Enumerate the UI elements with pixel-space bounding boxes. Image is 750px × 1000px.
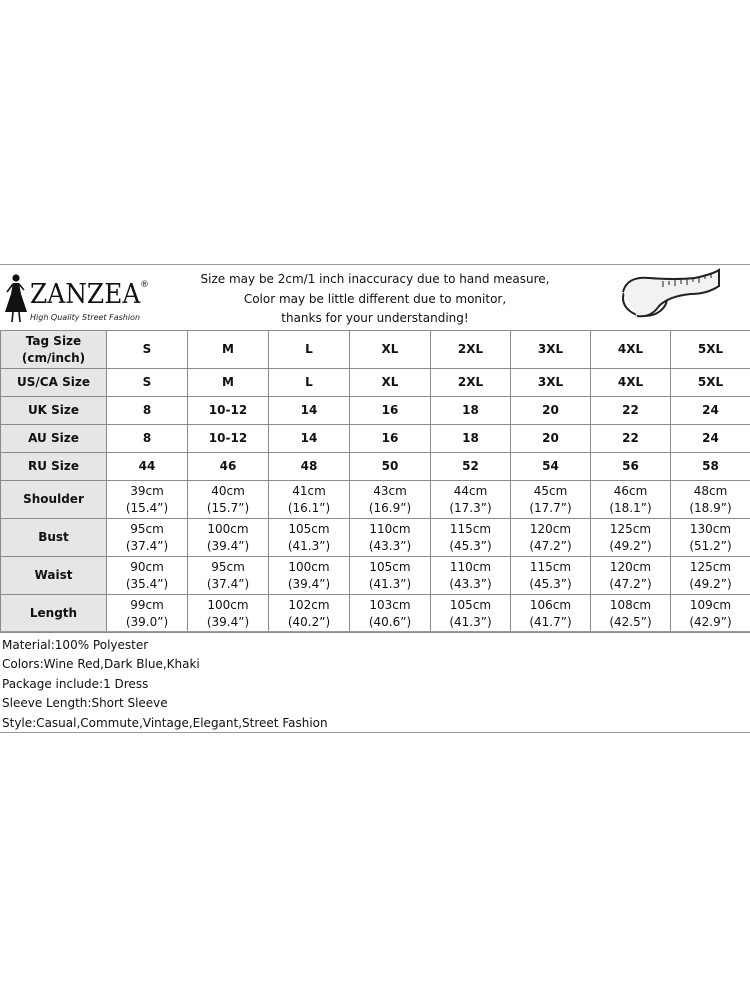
size-cell: S [107, 331, 188, 369]
measurement-inch: (51.2”) [689, 538, 732, 553]
measurement-inch: (40.2”) [287, 614, 331, 629]
size-cell: 3XL [511, 331, 591, 369]
size-cell: 18 [431, 425, 511, 453]
measurement-inch: (43.3”) [449, 576, 492, 591]
measurement-inch: (41.3”) [287, 538, 331, 553]
measurement-cm: 106cm [529, 597, 572, 612]
brand-logo [2, 270, 162, 326]
size-chart-table [0, 330, 750, 633]
size-cell: 50 [350, 453, 431, 481]
size-cell: 2XL [431, 369, 511, 397]
size-cell: S [107, 369, 188, 397]
measurement-inch: (45.3”) [529, 576, 572, 591]
size-cell: 22 [591, 425, 671, 453]
measurement-cell [431, 557, 511, 595]
measurement-inch: (18.1”) [609, 500, 652, 515]
measurement-cm: 125cm [689, 559, 732, 574]
measurement-cm: 105cm [288, 521, 330, 536]
measurement-cm: 105cm [369, 559, 411, 574]
measurement-cell [188, 519, 269, 557]
measurement-cm: 46cm [613, 483, 648, 498]
spec-colors: Colors:Wine Red,Dark Blue,Khaki [2, 657, 200, 672]
size-cell: XL [350, 369, 431, 397]
measurement-cm: 95cm [130, 521, 164, 536]
size-cell: 8 [107, 397, 188, 425]
table-row-measurement [1, 557, 750, 595]
table-row [1, 369, 750, 397]
measurement-inch: (39.4”) [206, 614, 250, 629]
size-cell: 54 [511, 453, 591, 481]
measurement-cm: 108cm [609, 597, 652, 612]
size-cell: L [269, 331, 350, 369]
measurement-inch: (47.2”) [529, 538, 572, 553]
size-cell: 44 [107, 453, 188, 481]
size-cell: 16 [350, 397, 431, 425]
measurement-cell [431, 519, 511, 557]
measurement-cm: 125cm [609, 521, 652, 536]
measurement-cell [107, 519, 188, 557]
measurement-cell [671, 519, 750, 557]
measurement-cell [591, 595, 671, 633]
measurement-cell [269, 481, 350, 519]
measurement-cm: 105cm [449, 597, 492, 612]
measurement-cm: 100cm [288, 559, 330, 574]
table-bottom-divider [0, 631, 750, 632]
table-row-measurement [1, 519, 750, 557]
table-row-measurement [1, 481, 750, 519]
measurement-inch: (17.7”) [529, 500, 572, 515]
table-row [1, 453, 750, 481]
notice-line: Color may be little different due to monitor, [243, 291, 507, 306]
measurement-inch: (39.4”) [287, 576, 331, 591]
measurement-inch: (41.3”) [368, 576, 412, 591]
measurement-inch: (37.4”) [125, 538, 169, 553]
size-cell: 20 [511, 397, 591, 425]
size-cell: M [188, 331, 269, 369]
measurement-cm: 40cm [211, 483, 245, 498]
spec-sleeve-length: Sleeve Length:Short Sleeve [2, 696, 168, 711]
measurement-cm: 110cm [449, 559, 492, 574]
measurement-cell [350, 519, 431, 557]
table-row-tag-size [1, 331, 750, 369]
measurement-cell [431, 595, 511, 633]
measurement-cell [269, 557, 350, 595]
measurement-inch: (39.4”) [206, 538, 250, 553]
measurement-cell [511, 595, 591, 633]
size-cell: 14 [269, 397, 350, 425]
measurement-cm: 102cm [288, 597, 330, 612]
measurement-cell [350, 557, 431, 595]
measurement-cell [591, 557, 671, 595]
brand-tagline: High Quality Street Fashion [30, 313, 141, 322]
measurement-cm: 103cm [369, 597, 411, 612]
measurement-cm: 115cm [529, 559, 572, 574]
spec-style: Style:Casual,Commute,Vintage,Elegant,Street Fashion [2, 715, 328, 730]
measurement-cm: 99cm [130, 597, 164, 612]
measurement-inch: (47.2”) [609, 576, 652, 591]
row-label-line: Tag Size [25, 333, 82, 348]
measurement-inch: (42.5”) [609, 614, 652, 629]
measurement-inch: (39.0”) [125, 614, 169, 629]
measurement-inch: (49.2”) [689, 576, 732, 591]
measurement-cm: 110cm [369, 521, 411, 536]
measurement-cell [671, 595, 750, 633]
size-cell: 10-12 [188, 425, 269, 453]
size-cell: 5XL [671, 369, 750, 397]
measurement-cell [511, 557, 591, 595]
measurement-cell [188, 481, 269, 519]
size-chart-header [0, 264, 750, 330]
measurement-cm: 95cm [211, 559, 245, 574]
measurement-cm: 41cm [292, 483, 326, 498]
measurement-inch: (40.6”) [368, 614, 412, 629]
measurement-notice [190, 270, 560, 329]
measurement-cell [269, 519, 350, 557]
notice-line: Size may be 2cm/1 inch inaccuracy due to hand measure, [200, 272, 550, 286]
notice-line: thanks for your understanding! [281, 311, 469, 325]
size-cell: 58 [671, 453, 750, 481]
measurement-cell [350, 481, 431, 519]
size-cell: 24 [671, 397, 750, 425]
size-cell: XL [350, 331, 431, 369]
measurement-cm: 90cm [130, 559, 164, 574]
size-cell: 10-12 [188, 397, 269, 425]
row-label-tag-size [1, 331, 107, 369]
size-cell: 4XL [591, 331, 671, 369]
registered-mark: ® [140, 280, 149, 290]
bottom-divider [0, 732, 750, 733]
spec-material: Material:100% Polyester [2, 638, 149, 652]
measurement-cm: 45cm [533, 483, 568, 498]
measurement-inch: (49.2”) [609, 538, 652, 553]
size-cell: 4XL [591, 369, 671, 397]
measurement-cell [671, 557, 750, 595]
size-cell: 20 [511, 425, 591, 453]
row-label: Shoulder [1, 481, 107, 519]
measurement-cm: 39cm [130, 483, 164, 498]
measurement-cm: 120cm [609, 559, 652, 574]
size-cell: 52 [431, 453, 511, 481]
measurement-inch: (16.9”) [368, 500, 412, 515]
size-cell: M [188, 369, 269, 397]
size-cell: 56 [591, 453, 671, 481]
measurement-inch: (41.7”) [529, 614, 572, 629]
size-cell: 8 [107, 425, 188, 453]
measurement-cm: 120cm [529, 521, 572, 536]
product-specs [2, 636, 328, 733]
brand-name: ZANZEA [30, 279, 141, 310]
size-cell: 16 [350, 425, 431, 453]
table-row [1, 425, 750, 453]
row-label: AU Size [1, 425, 107, 453]
measurement-cm: 100cm [207, 597, 249, 612]
measurement-cell [431, 481, 511, 519]
measurement-inch: (43.3”) [368, 538, 412, 553]
size-cell: 24 [671, 425, 750, 453]
woman-silhouette-icon [2, 272, 30, 324]
measurement-cell [591, 481, 671, 519]
size-cell: 2XL [431, 331, 511, 369]
size-cell: 14 [269, 425, 350, 453]
measurement-inch: (37.4”) [206, 576, 250, 591]
measurement-cm: 43cm [373, 483, 407, 498]
row-label: Bust [1, 519, 107, 557]
measurement-inch: (35.4”) [125, 576, 169, 591]
measurement-cell [511, 481, 591, 519]
measurement-inch: (18.9”) [689, 500, 732, 515]
size-cell: 18 [431, 397, 511, 425]
size-cell: 48 [269, 453, 350, 481]
measurement-inch: (15.4”) [125, 500, 169, 515]
row-label: UK Size [1, 397, 107, 425]
measurement-cell [107, 595, 188, 633]
measurement-inch: (15.7”) [206, 500, 250, 515]
measurement-cm: 109cm [689, 597, 732, 612]
row-label-line: (cm/inch) [21, 350, 86, 365]
size-cell: L [269, 369, 350, 397]
measurement-cell [188, 557, 269, 595]
row-label: RU Size [1, 453, 107, 481]
measurement-cm: 44cm [453, 483, 488, 498]
measurement-inch: (16.1”) [287, 500, 331, 515]
measurement-cm: 130cm [689, 521, 732, 536]
row-label: Waist [1, 557, 107, 595]
measurement-cell [350, 595, 431, 633]
measurement-cell [107, 481, 188, 519]
measurement-cell [188, 595, 269, 633]
measurement-inch: (17.3”) [449, 500, 492, 515]
table-row [1, 397, 750, 425]
size-cell: 3XL [511, 369, 591, 397]
spec-package: Package include:1 Dress [2, 676, 149, 691]
measurement-cm: 48cm [693, 483, 728, 498]
size-cell: 5XL [671, 331, 750, 369]
row-label: Length [1, 595, 107, 633]
measurement-cell [511, 519, 591, 557]
measurement-inch: (42.9”) [689, 614, 732, 629]
measurement-cm: 100cm [207, 521, 249, 536]
measurement-cell [591, 519, 671, 557]
table-row-measurement [1, 595, 750, 633]
measurement-cell [269, 595, 350, 633]
measurement-inch: (41.3”) [449, 614, 492, 629]
measurement-inch: (45.3”) [449, 538, 492, 553]
measurement-cell [107, 557, 188, 595]
size-cell: 46 [188, 453, 269, 481]
measuring-tape-icon [615, 266, 723, 328]
size-cell: 22 [591, 397, 671, 425]
measurement-cell [671, 481, 750, 519]
size-chart-body [1, 331, 750, 633]
row-label: US/CA Size [1, 369, 107, 397]
measurement-cm: 115cm [449, 521, 492, 536]
